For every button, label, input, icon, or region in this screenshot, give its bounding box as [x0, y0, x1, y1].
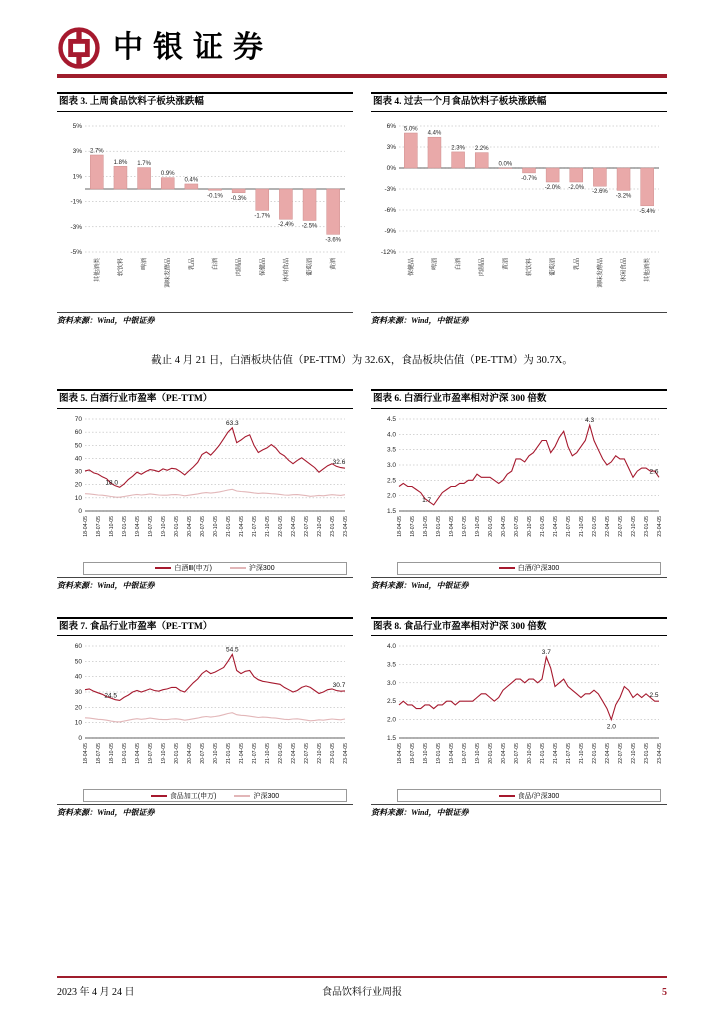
svg-text:32.6: 32.6 — [332, 458, 346, 466]
svg-text:2.7%: 2.7% — [89, 148, 104, 155]
figure-5-source: 资料来源：Wind，中银证券 — [57, 577, 353, 591]
svg-text:70: 70 — [74, 415, 82, 423]
figure-3-title: 图表 3. 上周食品饮料子板块涨跌幅 — [57, 92, 353, 112]
figure-6-source: 资料来源：Wind，中银证券 — [371, 577, 667, 591]
svg-text:20-07-05: 20-07-05 — [200, 743, 206, 765]
svg-text:-2.6%: -2.6% — [592, 189, 608, 196]
bar-chart-svg — [57, 114, 353, 310]
bar-chart-svg — [371, 114, 667, 310]
figure-3 — [57, 92, 353, 326]
svg-text:肉制品: 肉制品 — [479, 257, 486, 276]
svg-text:18-07-05: 18-07-05 — [96, 515, 102, 537]
svg-text:-2.0%: -2.0% — [568, 184, 585, 191]
svg-text:4.0: 4.0 — [386, 643, 396, 651]
svg-text:22-04-05: 22-04-05 — [291, 515, 297, 537]
svg-text:休闲食品: 休闲食品 — [283, 257, 290, 282]
figure-3-source: 资料来源：Wind，中银证券 — [57, 312, 353, 326]
svg-text:-3%: -3% — [384, 185, 396, 193]
svg-text:22-07-05: 22-07-05 — [618, 515, 624, 537]
svg-text:22-04-05: 22-04-05 — [605, 515, 611, 537]
svg-text:4.0: 4.0 — [386, 430, 396, 438]
svg-text:3.5: 3.5 — [386, 661, 396, 669]
svg-text:6%: 6% — [386, 122, 396, 130]
chart-legend — [397, 562, 661, 575]
svg-text:22-07-05: 22-07-05 — [304, 743, 310, 765]
svg-text:2.5: 2.5 — [386, 698, 396, 706]
svg-text:啤酒: 啤酒 — [432, 257, 439, 270]
svg-text:21-01-05: 21-01-05 — [540, 743, 546, 765]
svg-text:22-01-05: 22-01-05 — [592, 743, 598, 765]
svg-text:21-10-05: 21-10-05 — [579, 743, 585, 765]
svg-text:18.0: 18.0 — [105, 478, 118, 486]
svg-text:2.6: 2.6 — [649, 467, 659, 475]
svg-text:19-07-05: 19-07-05 — [462, 743, 468, 765]
svg-text:23-01-05: 23-01-05 — [330, 515, 336, 537]
svg-text:软饮料: 软饮料 — [527, 257, 533, 276]
svg-text:21-01-05: 21-01-05 — [540, 515, 546, 537]
legend-label: 食品/沪深300 — [517, 792, 560, 800]
svg-text:-6%: -6% — [384, 206, 396, 214]
svg-text:20-04-05: 20-04-05 — [187, 515, 193, 537]
brand-name: 中银证券 — [113, 31, 273, 64]
svg-text:18-07-05: 18-07-05 — [410, 743, 416, 765]
figure-row-3 — [57, 617, 667, 819]
svg-text:18-07-05: 18-07-05 — [96, 743, 102, 765]
svg-text:黄酒: 黄酒 — [331, 257, 338, 270]
svg-text:18-04-05: 18-04-05 — [83, 515, 89, 537]
footer-date: 2023 年 4 月 24 日 — [57, 987, 135, 998]
page-footer — [57, 976, 667, 998]
svg-text:0: 0 — [78, 507, 82, 515]
line-chart-svg — [371, 638, 667, 788]
svg-text:2.0: 2.0 — [386, 717, 396, 725]
svg-text:2.2%: 2.2% — [474, 145, 489, 152]
svg-text:20-01-05: 20-01-05 — [488, 515, 494, 537]
svg-text:乳品: 乳品 — [574, 257, 581, 270]
svg-text:白酒: 白酒 — [456, 257, 463, 270]
svg-text:-1.7%: -1.7% — [254, 213, 271, 220]
figure-6 — [371, 389, 667, 591]
figure-7 — [57, 617, 353, 819]
svg-text:-0.1%: -0.1% — [207, 193, 223, 200]
svg-text:20-10-05: 20-10-05 — [213, 743, 219, 765]
svg-text:22-10-05: 22-10-05 — [317, 743, 323, 765]
svg-text:20: 20 — [74, 481, 82, 489]
svg-text:23-04-05: 23-04-05 — [657, 743, 663, 765]
svg-text:0.0%: 0.0% — [498, 161, 513, 168]
svg-text:-2.4%: -2.4% — [278, 222, 294, 229]
svg-text:20-01-05: 20-01-05 — [174, 515, 180, 537]
figure-7-canvas — [57, 636, 353, 802]
svg-text:18-10-05: 18-10-05 — [109, 515, 115, 537]
svg-text:啤酒: 啤酒 — [142, 257, 149, 270]
figure-7-source: 资料来源：Wind，中银证券 — [57, 804, 353, 818]
figure-8-source: 资料来源：Wind，中银证券 — [371, 804, 667, 818]
svg-text:23-04-05: 23-04-05 — [343, 743, 349, 765]
svg-text:22-07-05: 22-07-05 — [618, 743, 624, 765]
svg-text:22-01-05: 22-01-05 — [278, 515, 284, 537]
legend-line-swatch-icon — [155, 567, 171, 569]
boc-logo-icon — [57, 26, 101, 70]
legend-label: 白酒Ⅲ(申万) — [174, 565, 212, 573]
svg-text:休闲食品: 休闲食品 — [621, 257, 628, 282]
svg-text:22-01-05: 22-01-05 — [278, 743, 284, 765]
svg-text:19-10-05: 19-10-05 — [475, 743, 481, 765]
svg-text:-1%: -1% — [70, 198, 82, 206]
svg-text:22-07-05: 22-07-05 — [304, 515, 310, 537]
svg-text:20-01-05: 20-01-05 — [174, 743, 180, 765]
svg-text:20-04-05: 20-04-05 — [187, 743, 193, 765]
masthead — [57, 0, 667, 72]
legend-label: 沪深300 — [248, 565, 275, 573]
svg-text:19-07-05: 19-07-05 — [148, 743, 154, 765]
svg-text:白酒: 白酒 — [213, 257, 219, 270]
svg-text:19-01-05: 19-01-05 — [122, 515, 128, 537]
svg-text:20-04-05: 20-04-05 — [501, 743, 507, 765]
legend-item — [230, 563, 275, 573]
svg-text:19-04-05: 19-04-05 — [135, 515, 141, 537]
svg-text:21-10-05: 21-10-05 — [579, 515, 585, 537]
svg-text:18-10-05: 18-10-05 — [109, 743, 115, 765]
svg-text:1.7: 1.7 — [422, 496, 432, 504]
svg-text:19-10-05: 19-10-05 — [161, 743, 167, 765]
line-chart-svg — [371, 411, 667, 561]
svg-text:2.5: 2.5 — [649, 692, 659, 700]
svg-text:22-10-05: 22-10-05 — [631, 515, 637, 537]
svg-text:-3.6%: -3.6% — [325, 237, 342, 244]
figure-5-canvas — [57, 409, 353, 575]
legend-label: 食品加工(申万) — [169, 792, 217, 800]
figure-8-title: 图表 8. 食品行业市盈率相对沪深 300 倍数 — [371, 617, 667, 637]
svg-text:19-10-05: 19-10-05 — [475, 515, 481, 537]
svg-text:54.5: 54.5 — [226, 646, 239, 654]
svg-text:21-07-05: 21-07-05 — [252, 515, 258, 537]
svg-text:0.4%: 0.4% — [184, 177, 199, 184]
svg-text:20-10-05: 20-10-05 — [527, 515, 533, 537]
svg-text:3.5: 3.5 — [386, 446, 396, 454]
svg-text:5.0%: 5.0% — [403, 126, 418, 133]
svg-text:3.0: 3.0 — [386, 461, 396, 469]
svg-text:21-01-05: 21-01-05 — [226, 515, 232, 537]
svg-text:20-07-05: 20-07-05 — [514, 743, 520, 765]
svg-text:保健品: 保健品 — [408, 257, 415, 276]
svg-text:5%: 5% — [72, 122, 82, 130]
legend-item — [499, 563, 560, 573]
svg-text:22-04-05: 22-04-05 — [291, 743, 297, 765]
footer-page-number: 5 — [661, 987, 667, 998]
svg-text:-2.5%: -2.5% — [301, 223, 318, 230]
svg-text:-5%: -5% — [70, 248, 82, 256]
svg-text:其他酒类: 其他酒类 — [645, 257, 652, 282]
svg-text:19-01-05: 19-01-05 — [122, 743, 128, 765]
svg-text:4.5: 4.5 — [386, 415, 396, 423]
svg-text:保健品: 保健品 — [260, 257, 267, 276]
legend-line-swatch-icon — [499, 567, 515, 569]
svg-text:50: 50 — [74, 658, 82, 666]
line-chart-svg — [57, 638, 353, 788]
svg-text:1.5: 1.5 — [386, 735, 396, 743]
svg-text:18-10-05: 18-10-05 — [423, 743, 429, 765]
svg-text:1.5: 1.5 — [386, 507, 396, 515]
svg-text:10: 10 — [74, 494, 82, 502]
svg-text:21-07-05: 21-07-05 — [252, 743, 258, 765]
figure-4-canvas — [371, 112, 667, 310]
legend-line-swatch-icon — [234, 795, 250, 797]
svg-text:22-01-05: 22-01-05 — [592, 515, 598, 537]
line-chart-svg — [57, 411, 353, 561]
svg-text:22-10-05: 22-10-05 — [631, 743, 637, 765]
svg-text:-2.0%: -2.0% — [544, 184, 561, 191]
svg-text:21-04-05: 21-04-05 — [239, 743, 245, 765]
svg-text:4.4%: 4.4% — [427, 130, 442, 137]
svg-text:4.3: 4.3 — [585, 416, 595, 424]
figure-7-title: 图表 7. 食品行业市盈率（PE-TTM） — [57, 617, 353, 637]
svg-text:60: 60 — [74, 643, 82, 651]
svg-text:19-01-05: 19-01-05 — [436, 743, 442, 765]
svg-text:19-04-05: 19-04-05 — [449, 743, 455, 765]
chart-legend — [83, 562, 347, 575]
figure-row-2 — [57, 389, 667, 591]
svg-text:3.7: 3.7 — [541, 649, 551, 657]
figure-6-canvas — [371, 409, 667, 575]
svg-text:1.8%: 1.8% — [113, 159, 128, 166]
svg-text:40: 40 — [74, 455, 82, 463]
svg-text:其他酒类: 其他酒类 — [94, 257, 101, 282]
svg-text:60: 60 — [74, 428, 82, 436]
svg-text:19-07-05: 19-07-05 — [148, 515, 154, 537]
svg-text:-0.7%: -0.7% — [521, 175, 537, 182]
svg-text:23-04-05: 23-04-05 — [343, 515, 349, 537]
svg-text:0%: 0% — [386, 164, 396, 172]
svg-text:-3.2%: -3.2% — [615, 193, 632, 200]
svg-text:22-04-05: 22-04-05 — [605, 743, 611, 765]
svg-text:-3%: -3% — [70, 223, 82, 231]
svg-text:调味发酵品: 调味发酵品 — [597, 257, 604, 288]
svg-text:40: 40 — [74, 674, 82, 682]
svg-text:23-01-05: 23-01-05 — [644, 515, 650, 537]
svg-text:20-04-05: 20-04-05 — [501, 515, 507, 537]
figure-3-canvas — [57, 112, 353, 310]
legend-line-swatch-icon — [230, 567, 246, 569]
svg-text:-9%: -9% — [384, 227, 396, 235]
legend-item — [155, 563, 212, 573]
svg-text:10: 10 — [74, 720, 82, 728]
svg-text:葡萄酒: 葡萄酒 — [550, 257, 557, 276]
svg-text:-0.3%: -0.3% — [230, 195, 247, 202]
header-divider — [57, 74, 667, 78]
svg-text:肉制品: 肉制品 — [236, 257, 243, 276]
svg-text:黄酒: 黄酒 — [503, 257, 510, 270]
svg-text:21-04-05: 21-04-05 — [553, 515, 559, 537]
svg-text:21-10-05: 21-10-05 — [265, 515, 271, 537]
svg-text:18-10-05: 18-10-05 — [423, 515, 429, 537]
figure-5-title: 图表 5. 白酒行业市盈率（PE-TTM） — [57, 389, 353, 409]
svg-text:23-01-05: 23-01-05 — [330, 743, 336, 765]
svg-text:21-10-05: 21-10-05 — [265, 743, 271, 765]
figure-8 — [371, 617, 667, 819]
svg-text:21-04-05: 21-04-05 — [553, 743, 559, 765]
svg-text:-12%: -12% — [380, 248, 396, 256]
svg-text:30.7: 30.7 — [332, 682, 346, 690]
svg-text:3.0: 3.0 — [386, 680, 396, 688]
svg-text:0: 0 — [78, 735, 82, 743]
svg-text:18-04-05: 18-04-05 — [397, 515, 403, 537]
chart-legend — [397, 789, 661, 802]
figure-6-title: 图表 6. 白酒行业市盈率相对沪深 300 倍数 — [371, 389, 667, 409]
figure-row-1 — [57, 92, 667, 326]
svg-text:30: 30 — [74, 689, 82, 697]
svg-text:20: 20 — [74, 704, 82, 712]
figure-4-title: 图表 4. 过去一个月食品饮料子板块涨跌幅 — [371, 92, 667, 112]
svg-text:2.0: 2.0 — [386, 492, 396, 500]
legend-item — [499, 791, 560, 801]
legend-label: 白酒/沪深300 — [517, 565, 560, 573]
svg-text:19-10-05: 19-10-05 — [161, 515, 167, 537]
chart-legend — [83, 789, 347, 802]
svg-text:乳品: 乳品 — [189, 257, 196, 270]
svg-text:21-01-05: 21-01-05 — [226, 743, 232, 765]
legend-item — [234, 791, 279, 801]
svg-text:18-07-05: 18-07-05 — [410, 515, 416, 537]
figure-4-source: 资料来源：Wind，中银证券 — [371, 312, 667, 326]
legend-line-swatch-icon — [151, 795, 167, 797]
svg-text:软饮料: 软饮料 — [118, 257, 125, 276]
svg-text:18-04-05: 18-04-05 — [83, 743, 89, 765]
legend-line-swatch-icon — [499, 795, 515, 797]
svg-text:0.9%: 0.9% — [160, 170, 175, 177]
svg-text:63.3: 63.3 — [226, 419, 239, 427]
svg-text:30: 30 — [74, 468, 82, 476]
svg-text:1%: 1% — [72, 173, 82, 181]
svg-text:21-07-05: 21-07-05 — [566, 743, 572, 765]
svg-text:23-01-05: 23-01-05 — [644, 743, 650, 765]
svg-text:调味发酵品: 调味发酵品 — [165, 257, 172, 288]
figure-5 — [57, 389, 353, 591]
svg-text:20-10-05: 20-10-05 — [527, 743, 533, 765]
legend-label: 沪深300 — [253, 792, 280, 800]
svg-text:23-04-05: 23-04-05 — [657, 515, 663, 537]
svg-text:18-04-05: 18-04-05 — [397, 743, 403, 765]
svg-text:20-07-05: 20-07-05 — [200, 515, 206, 537]
svg-text:50: 50 — [74, 441, 82, 449]
svg-text:20-10-05: 20-10-05 — [213, 515, 219, 537]
svg-text:19-07-05: 19-07-05 — [462, 515, 468, 537]
legend-item — [151, 791, 217, 801]
svg-text:-5.4%: -5.4% — [639, 208, 656, 215]
svg-text:19-04-05: 19-04-05 — [135, 743, 141, 765]
svg-text:20-01-05: 20-01-05 — [488, 743, 494, 765]
svg-text:21-04-05: 21-04-05 — [239, 515, 245, 537]
svg-text:19-04-05: 19-04-05 — [449, 515, 455, 537]
svg-text:22-10-05: 22-10-05 — [317, 515, 323, 537]
svg-text:2.5: 2.5 — [386, 476, 396, 484]
valuation-summary-text: 截止 4 月 21 日，白酒板块估值（PE-TTM）为 32.6X，食品板块估值（PE-TTM）为 30.7X。 — [151, 354, 573, 366]
svg-text:1.7%: 1.7% — [137, 160, 151, 167]
svg-text:2.3%: 2.3% — [451, 145, 465, 152]
footer-report-title: 食品饮料行业周报 — [321, 987, 402, 998]
svg-text:3%: 3% — [72, 148, 82, 156]
svg-text:21-07-05: 21-07-05 — [566, 515, 572, 537]
svg-text:20-07-05: 20-07-05 — [514, 515, 520, 537]
svg-text:19-01-05: 19-01-05 — [436, 515, 442, 537]
svg-text:24.5: 24.5 — [104, 692, 117, 700]
svg-text:2.0: 2.0 — [606, 724, 616, 732]
svg-text:葡萄酒: 葡萄酒 — [307, 257, 314, 276]
svg-text:3%: 3% — [386, 143, 396, 151]
figure-4 — [371, 92, 667, 326]
figure-8-canvas — [371, 636, 667, 802]
